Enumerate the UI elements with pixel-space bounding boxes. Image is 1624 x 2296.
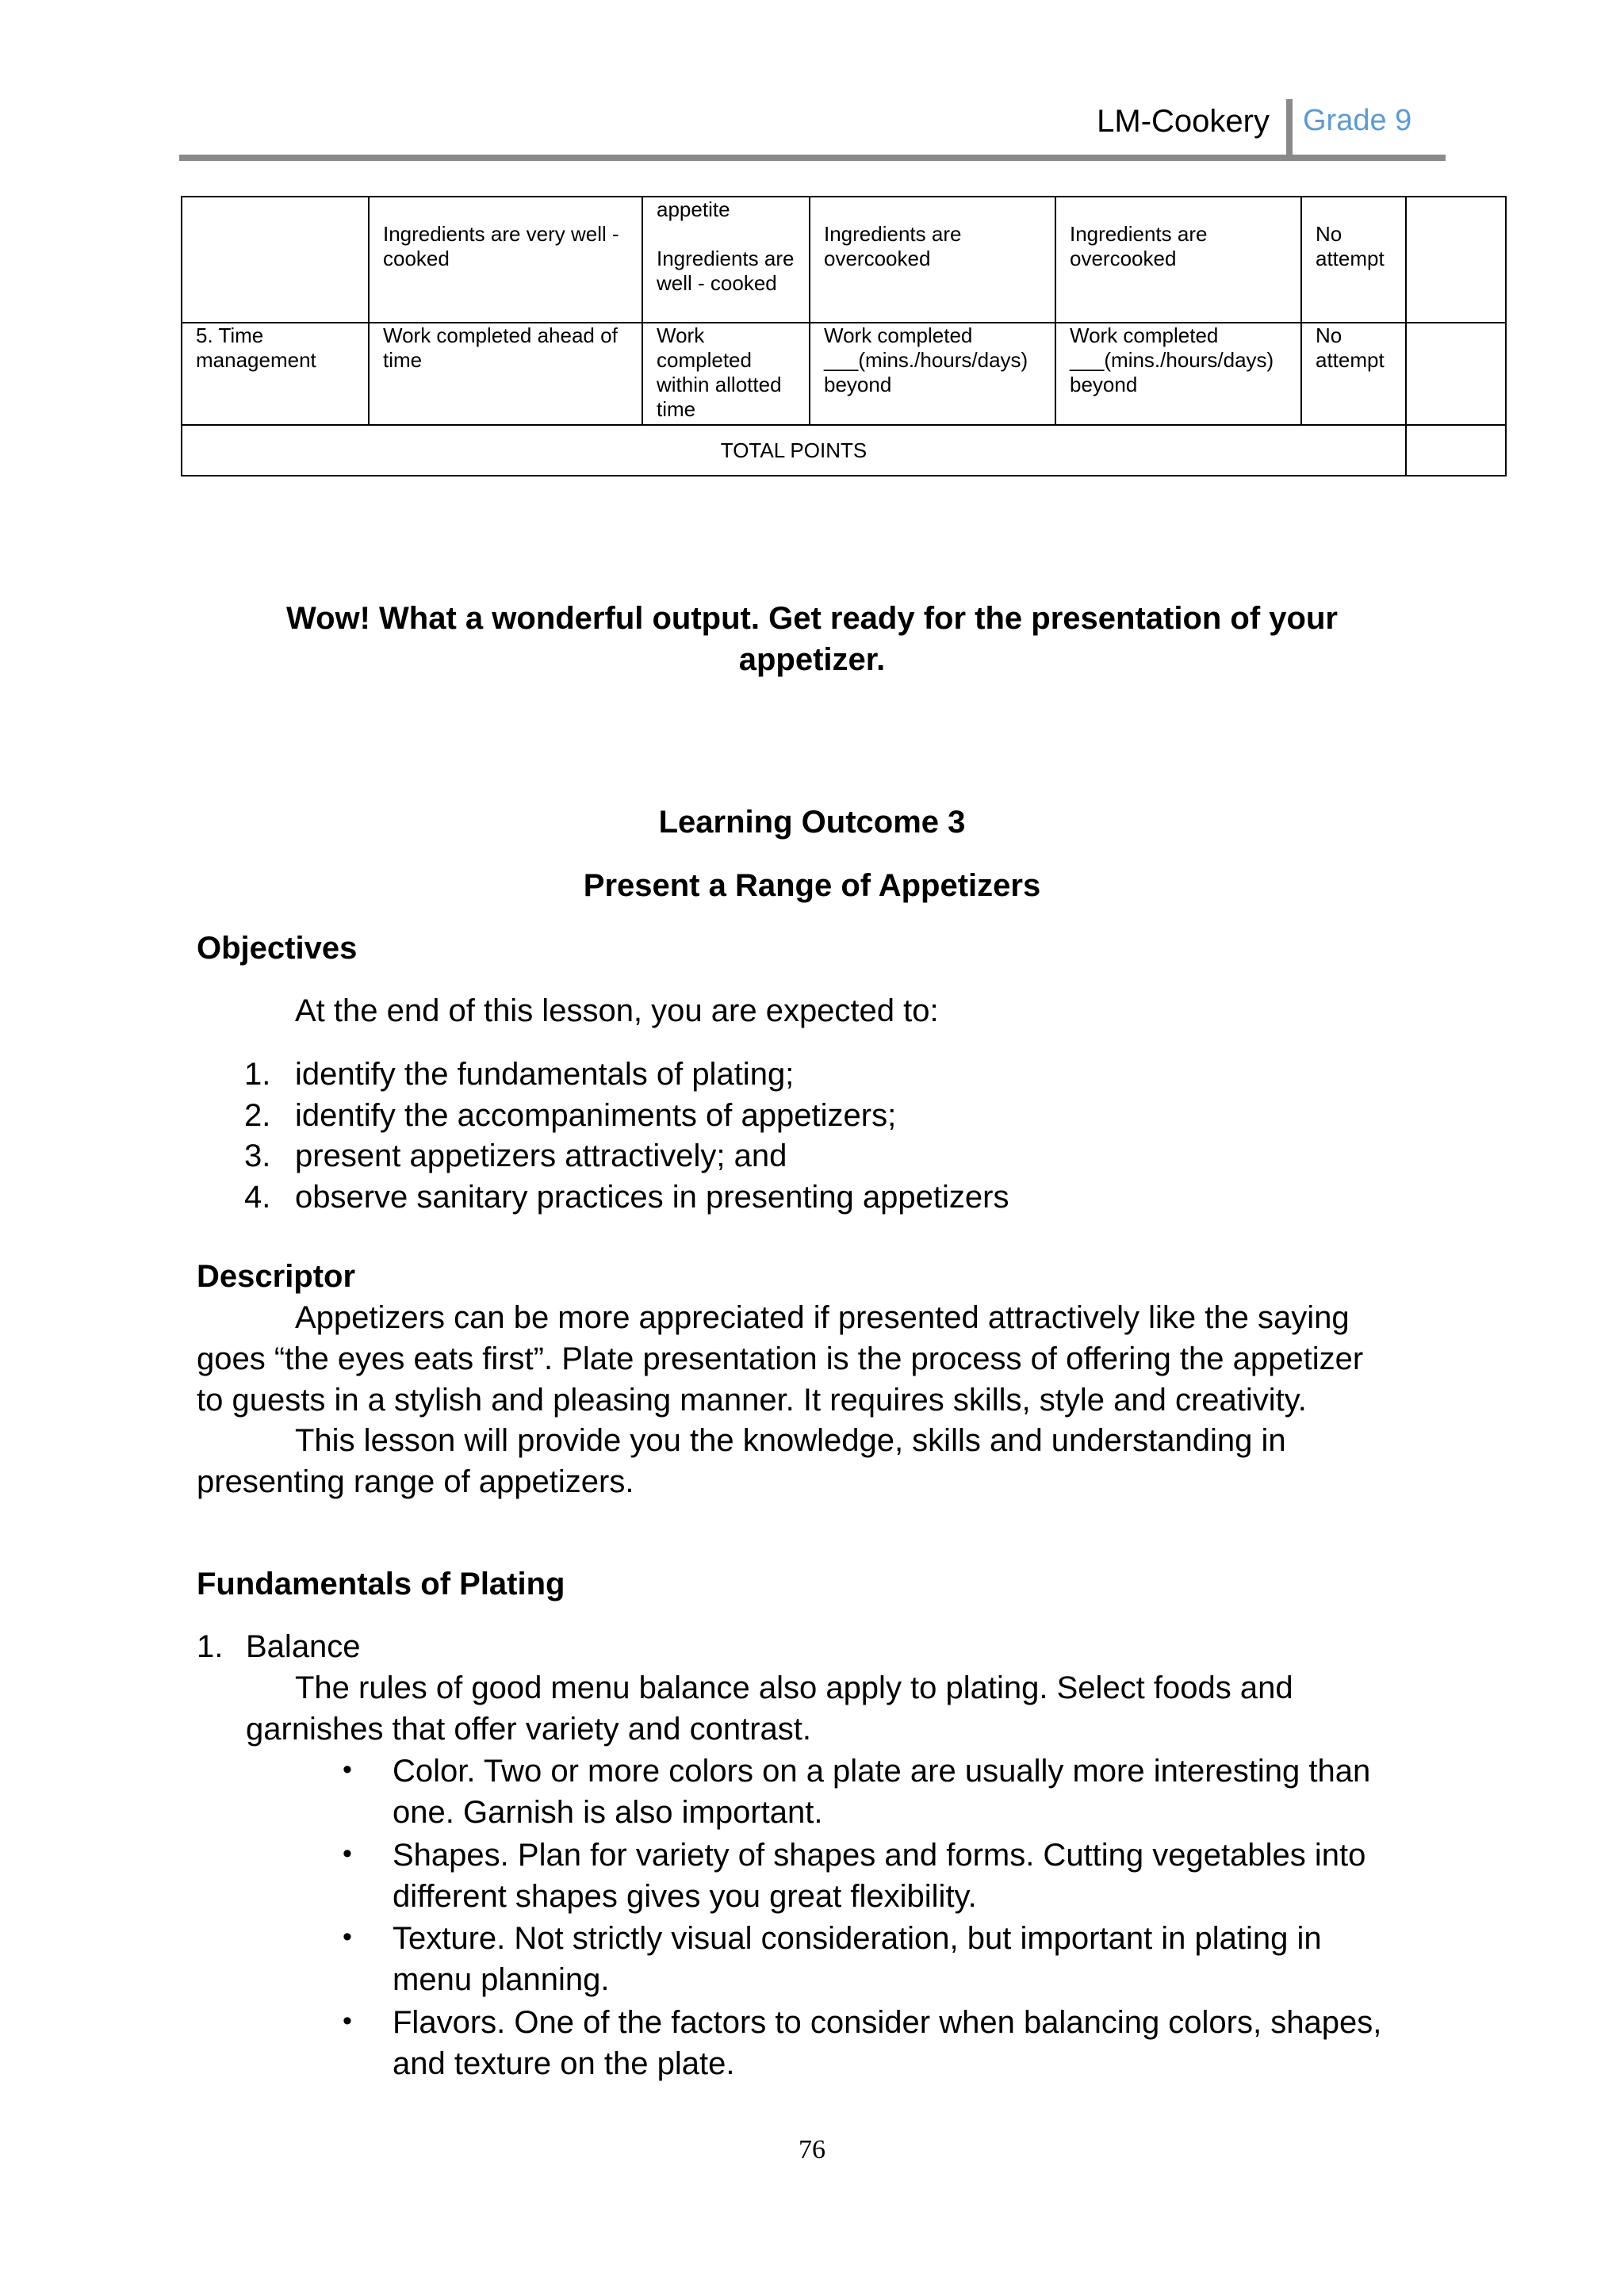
bullet-glyph: • [343, 1839, 352, 1869]
header-divider-bar [1286, 99, 1293, 158]
rating-cell: Ingredients are overcooked [810, 197, 1055, 323]
rating-cell: Work completed within allotted time [642, 323, 810, 425]
fundamentals-item-number: 1. [197, 1629, 224, 1664]
objective-number: 4. [244, 1180, 271, 1215]
descriptor-line: Appetizers can be more appreciated if presented attractively like the saying [295, 1300, 1350, 1335]
congrats-line-2: appetizer. [738, 642, 886, 677]
bullet-line: Flavors. One of the factors to consider when balancing colors, shapes, [393, 2005, 1382, 2040]
bullet-glyph: • [343, 1755, 352, 1785]
bullet-line: menu planning. [393, 1962, 610, 1997]
criterion-cell [182, 197, 369, 323]
learning-outcome-subtitle: Present a Range of Appetizers [583, 868, 1041, 903]
points-cell [1406, 197, 1506, 323]
header-rule [179, 155, 1446, 161]
objective-text: present appetizers attractively; and [295, 1138, 787, 1173]
bullet-line: Shapes. Plan for variety of shapes and forms. Cutting vegetables into [393, 1838, 1366, 1873]
rating-cell: Ingredients are very well - cooked [369, 197, 642, 323]
rating-cell: appetite Ingredients are well - cooked [642, 197, 810, 323]
balance-intro-line: garnishes that offer variety and contrast. [246, 1712, 811, 1747]
bullet-line: and texture on the plate. [393, 2046, 735, 2081]
bullet-glyph: • [343, 2006, 352, 2036]
rating-cell: Work completed ___(mins./hours/days) beyond [810, 323, 1055, 425]
objective-number: 3. [244, 1138, 271, 1173]
document-header-grade: Grade 9 [1303, 104, 1412, 137]
bullet-glyph: • [343, 1922, 352, 1952]
descriptor-line: goes “the eyes eats first”. Plate presentation is the process of offering the appetizer [197, 1341, 1364, 1376]
rating-cell: Work completed ahead of time [369, 323, 642, 425]
learning-outcome-title: Learning Outcome 3 [658, 805, 966, 840]
table-row [182, 197, 1506, 323]
fundamentals-heading: Fundamentals of Plating [197, 1567, 565, 1601]
rating-cell: Work completed ___(mins./hours/days) beyond [1055, 323, 1301, 425]
criterion-cell: 5. Time management [182, 323, 369, 425]
rating-cell: No attempt [1301, 323, 1406, 425]
points-cell [1406, 323, 1506, 425]
rating-cell: Ingredients are overcooked [1055, 197, 1301, 323]
congrats-message [0, 598, 1624, 680]
rubric-table [181, 196, 1507, 476]
rating-cell: No attempt [1301, 197, 1406, 323]
document-header-title: LM-Cookery [1097, 104, 1270, 139]
table-row [182, 323, 1506, 425]
page-number: 76 [799, 2135, 825, 2164]
bullet-line: Texture. Not strictly visual consideration, but important in plating in [393, 1921, 1322, 1956]
total-row [182, 425, 1506, 476]
objective-text: identify the fundamentals of plating; [295, 1057, 795, 1092]
objective-text: identify the accompaniments of appetizers; [295, 1098, 897, 1133]
descriptor-line: presenting range of appetizers. [197, 1464, 634, 1499]
bullet-line: one. Garnish is also important. [393, 1795, 823, 1830]
objective-number: 2. [244, 1098, 271, 1133]
total-points-cell [1406, 425, 1506, 476]
objective-number: 1. [244, 1057, 271, 1092]
objective-text: observe sanitary practices in presenting appetizers [295, 1180, 1009, 1215]
bullet-line: different shapes gives you great flexibility. [393, 1879, 977, 1914]
objectives-heading: Objectives [197, 931, 358, 966]
congrats-line-1: Wow! What a wonderful output. Get ready for the presentation of your [286, 601, 1338, 636]
balance-intro-line: The rules of good menu balance also apply to plating. Select foods and [295, 1670, 1293, 1705]
descriptor-heading: Descriptor [197, 1259, 356, 1294]
fundamentals-item-title: Balance [246, 1629, 361, 1664]
descriptor-line: to guests in a stylish and pleasing manner. It requires skills, style and creativity. [197, 1383, 1307, 1418]
total-points-label: TOTAL POINTS [182, 425, 1406, 476]
descriptor-line: This lesson will provide you the knowledge, skills and understanding in [295, 1423, 1286, 1458]
objectives-intro: At the end of this lesson, you are expected to: [295, 993, 939, 1028]
bullet-line: Color. Two or more colors on a plate are usually more interesting than [393, 1754, 1371, 1789]
